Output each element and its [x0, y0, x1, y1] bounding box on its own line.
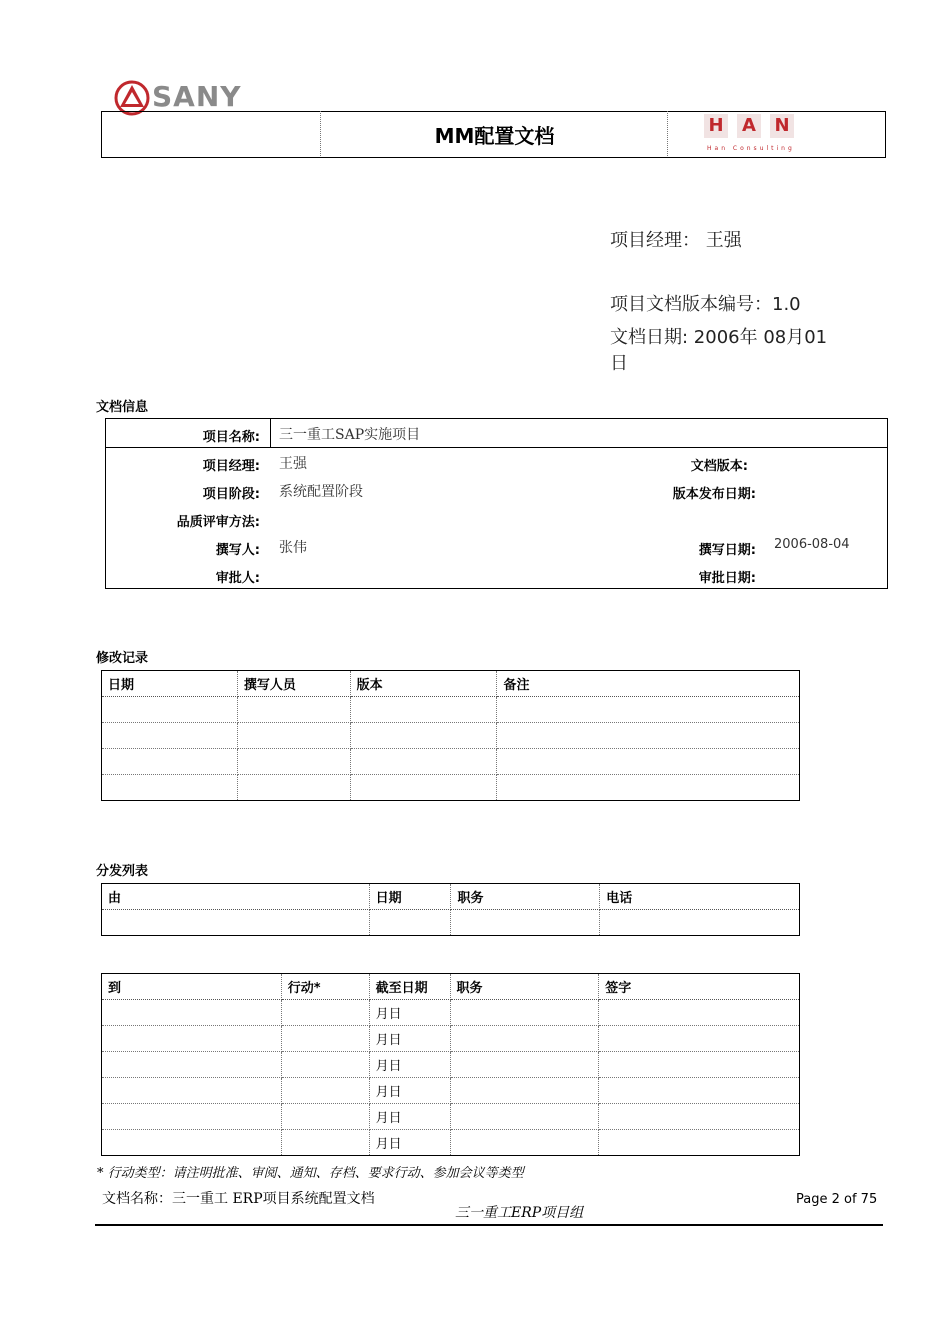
- section-title-distribution: 分发列表: [96, 864, 149, 879]
- table-cell[interactable]: [599, 1130, 800, 1156]
- author-value: 张伟: [279, 540, 307, 556]
- han-logo: [704, 114, 803, 138]
- column-header: 日期: [102, 671, 238, 697]
- release-date-label: 版本发布日期:: [672, 487, 756, 502]
- table-header-row: [102, 974, 800, 1000]
- table-header-row: [102, 884, 800, 910]
- table-cell[interactable]: [599, 1078, 800, 1104]
- table-cell[interactable]: [102, 1052, 282, 1078]
- table-cell[interactable]: [102, 1000, 282, 1026]
- table-cell[interactable]: [599, 1104, 800, 1130]
- table-cell[interactable]: [102, 749, 238, 775]
- table-row: [102, 1130, 800, 1156]
- section-title-docinfo: 文档信息: [96, 400, 149, 415]
- table-cell[interactable]: [599, 1026, 800, 1052]
- column-header: 备注: [497, 671, 800, 697]
- table-cell[interactable]: [281, 1026, 369, 1052]
- divider: [320, 111, 321, 156]
- table-cell[interactable]: [102, 1104, 282, 1130]
- table-cell[interactable]: [497, 775, 800, 801]
- date-line-wrap: 日: [610, 353, 628, 374]
- table-row: [102, 1026, 800, 1052]
- table-cell[interactable]: [281, 1104, 369, 1130]
- manager-value: 王强: [279, 456, 307, 472]
- table-row: [102, 910, 800, 936]
- project-name-label: 项目名称:: [202, 430, 260, 445]
- table-cell[interactable]: [102, 1130, 282, 1156]
- table-cell[interactable]: [102, 775, 238, 801]
- table-cell[interactable]: [281, 1052, 369, 1078]
- document-title: MM配置文档: [434, 124, 555, 148]
- table-cell[interactable]: [450, 1104, 599, 1130]
- author-label: 撰写人:: [215, 543, 260, 558]
- table-cell[interactable]: [497, 749, 800, 775]
- manager-label: 项目经理:: [202, 459, 260, 474]
- table-cell[interactable]: [350, 749, 497, 775]
- divider: [105, 447, 888, 448]
- footer-divider: [95, 1224, 883, 1226]
- table-cell[interactable]: [102, 697, 238, 723]
- table-cell[interactable]: [450, 1130, 599, 1156]
- table-cell[interactable]: [237, 749, 350, 775]
- write-date-value: 2006-08-04: [774, 537, 850, 552]
- column-header: 截至日期: [369, 974, 450, 1000]
- table-row: [102, 775, 800, 801]
- column-header: 版本: [350, 671, 497, 697]
- column-header: 电话: [600, 884, 800, 910]
- table-cell[interactable]: [237, 775, 350, 801]
- approver-label: 审批人:: [215, 571, 260, 586]
- table-row: [102, 697, 800, 723]
- deadline-cell[interactable]: 月日: [369, 1130, 450, 1156]
- section-title-revision: 修改记录: [96, 651, 149, 666]
- table-cell[interactable]: [497, 723, 800, 749]
- table-cell[interactable]: [281, 1078, 369, 1104]
- table-cell[interactable]: [102, 1078, 282, 1104]
- table-row: [102, 1078, 800, 1104]
- divider: [270, 418, 271, 447]
- column-header: 职务: [451, 884, 600, 910]
- table-cell[interactable]: [350, 723, 497, 749]
- project-manager-line: 项目经理： 王强: [610, 230, 742, 251]
- table-cell[interactable]: [237, 697, 350, 723]
- revision-table: [101, 670, 800, 801]
- table-cell[interactable]: [102, 910, 370, 936]
- table-row: [102, 723, 800, 749]
- han-logo-letter: N: [770, 114, 794, 138]
- table-row: [102, 1000, 800, 1026]
- han-logo-subtitle: Han Consulting: [707, 145, 795, 152]
- table-cell[interactable]: [450, 1026, 599, 1052]
- table-row: [102, 1052, 800, 1078]
- doc-version-label: 文档版本:: [690, 459, 748, 474]
- footnote: * 行动类型：请注明批准、审阅、通知、存档、要求行动、参加会议等类型: [97, 1166, 524, 1181]
- table-cell[interactable]: [450, 1052, 599, 1078]
- deadline-cell[interactable]: 月日: [369, 1052, 450, 1078]
- footer-team: 三一重工ERP项目组: [455, 1205, 584, 1221]
- han-logo-letter: H: [704, 114, 728, 138]
- table-cell[interactable]: [237, 723, 350, 749]
- deadline-cell[interactable]: 月日: [369, 1078, 450, 1104]
- company-logo-text: SANY: [152, 80, 242, 113]
- phase-label: 项目阶段:: [202, 487, 260, 502]
- distribution-from-table: [101, 883, 800, 936]
- table-cell[interactable]: [281, 1000, 369, 1026]
- han-logo-letter: A: [737, 114, 761, 138]
- version-line: 项目文档版本编号：1.0: [610, 294, 801, 315]
- table-cell[interactable]: [369, 910, 451, 936]
- table-cell[interactable]: [599, 1052, 800, 1078]
- table-cell[interactable]: [281, 1130, 369, 1156]
- deadline-cell[interactable]: 月日: [369, 1104, 450, 1130]
- table-cell[interactable]: [599, 1000, 800, 1026]
- table-cell[interactable]: [350, 697, 497, 723]
- page-number: Page 2 of 75: [796, 1192, 878, 1207]
- table-row: [102, 1104, 800, 1130]
- table-cell[interactable]: [350, 775, 497, 801]
- table-cell[interactable]: [102, 723, 238, 749]
- distribution-to-table: [101, 973, 800, 1156]
- date-line: 文档日期: 2006年 08月01: [610, 327, 828, 348]
- phase-value: 系统配置阶段: [279, 484, 363, 500]
- table-cell[interactable]: [497, 697, 800, 723]
- divider: [667, 111, 668, 156]
- table-cell[interactable]: [450, 1000, 599, 1026]
- column-header: 撰写人员: [237, 671, 350, 697]
- deadline-cell[interactable]: 月日: [369, 1026, 450, 1052]
- table-cell[interactable]: [451, 910, 600, 936]
- column-header: 行动*: [281, 974, 369, 1000]
- table-header-row: [102, 671, 800, 697]
- quality-method-label: 品质评审方法:: [176, 515, 260, 530]
- column-header: 由: [102, 884, 370, 910]
- column-header: 职务: [450, 974, 599, 1000]
- write-date-label: 撰写日期:: [698, 543, 756, 558]
- approve-date-label: 审批日期:: [698, 571, 756, 586]
- column-header: 签字: [599, 974, 800, 1000]
- footer-doc-name: 文档名称：三一重工 ERP项目系统配置文档: [102, 1191, 375, 1207]
- table-row: [102, 749, 800, 775]
- deadline-cell[interactable]: 月日: [369, 1000, 450, 1026]
- table-cell[interactable]: [450, 1078, 599, 1104]
- column-header: 到: [102, 974, 282, 1000]
- table-cell[interactable]: [102, 1026, 282, 1052]
- column-header: 日期: [369, 884, 451, 910]
- table-cell[interactable]: [600, 910, 800, 936]
- project-name-value: 三一重工SAP实施项目: [279, 427, 421, 443]
